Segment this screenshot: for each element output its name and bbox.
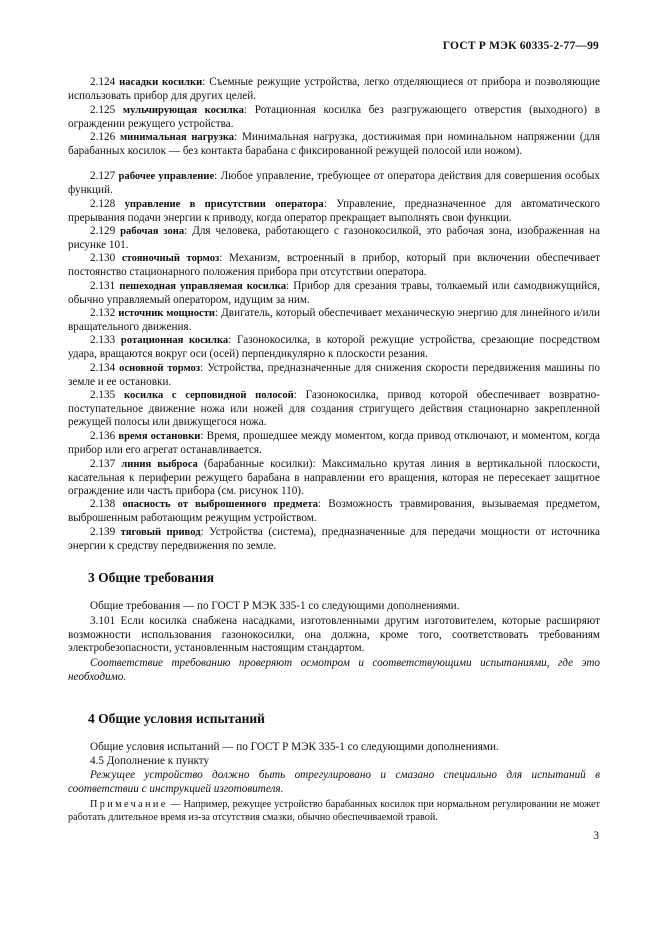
definition-term: линия выброса bbox=[121, 459, 198, 470]
definition-number: 2.128 bbox=[90, 198, 116, 210]
definition-2-127 bbox=[68, 170, 600, 197]
definition-2-136 bbox=[68, 430, 600, 457]
definition-text: : Для человека, работающего с газонокосилкой, это рабочая зона, изображенная на рисунке 101. bbox=[68, 225, 600, 251]
definition-2-128 bbox=[68, 198, 600, 225]
definition-term: основной тормоз bbox=[119, 363, 201, 374]
document-header: ГОСТ Р МЭК 60335-2-77—99 bbox=[442, 40, 599, 52]
definition-number: 2.138 bbox=[90, 498, 116, 510]
definition-2-137 bbox=[68, 458, 600, 499]
definition-number: 2.124 bbox=[90, 76, 116, 88]
section-3-compliance: Соответствие требованию проверяют осмотром и соответствующими испытаниями, где это необходимо. bbox=[68, 657, 600, 683]
definition-term: тяговый привод bbox=[120, 527, 201, 538]
definition-term: ротационная косилка bbox=[120, 335, 229, 346]
definition-number: 2.134 bbox=[90, 362, 116, 374]
definition-term: рабочее управление bbox=[118, 171, 215, 182]
definition-text: : Съемные режущие устройства, легко отделяющиеся от прибора и позволяющие использовать прибор для других целей. bbox=[68, 76, 601, 102]
definition-term: минимальная нагрузка bbox=[119, 132, 235, 143]
definition-2-131 bbox=[68, 280, 600, 307]
definition-term: управление в присутствии оператора bbox=[124, 199, 324, 210]
section-4-requirement: Режущее устройство должно быть отрегулировано и смазано специально для испытаний в соответствии с инструкцией изготовителя. bbox=[68, 769, 600, 795]
section-4-heading: 4 Общие условия испытаний bbox=[88, 711, 265, 726]
definition-term: насадки косилки bbox=[119, 77, 203, 88]
definition-text: : Газонокосилка, в которой режущие устройства, срезающие посредством удара, вращаются вокруг оси (осей) перпендикулярно к плоскости резания. bbox=[68, 334, 600, 360]
definition-2-132 bbox=[68, 307, 600, 334]
definition-text: : Устройства (система), предназначенные для передачи мощности от источника энергии к средству передвижения по земле. bbox=[68, 526, 600, 552]
definition-number: 2.139 bbox=[90, 526, 116, 538]
section-3-intro: Общие требования — по ГОСТ Р МЭК 335-1 со следующими дополнениями. bbox=[90, 600, 460, 612]
definition-2-135 bbox=[68, 389, 600, 430]
page-number: 3 bbox=[593, 830, 599, 842]
definition-2-125 bbox=[68, 104, 600, 131]
definition-number: 2.135 bbox=[90, 389, 116, 401]
definition-2-129 bbox=[68, 225, 600, 252]
definition-2-138 bbox=[68, 498, 600, 525]
section-4-intro: Общие условия испытаний — по ГОСТ Р МЭК 335-1 со следующими дополнениями. bbox=[90, 741, 499, 753]
definition-2-134 bbox=[68, 362, 600, 389]
definition-text: : Минимальная нагрузка, достижимая при номинальном напряжении (для барабанных косилок — без контакта барабана с фиксированной режущей полосой или ножом). bbox=[68, 131, 600, 157]
definition-2-130 bbox=[68, 252, 600, 279]
definition-number: 2.133 bbox=[90, 334, 116, 346]
definition-number: 2.129 bbox=[90, 225, 116, 237]
definition-2-124 bbox=[68, 76, 600, 103]
section-4-note bbox=[68, 799, 600, 825]
definition-text: : Ротационная косилка без разгружающего отверстия (выходного) в ограждении режущего устройства. bbox=[68, 104, 600, 130]
definition-term: мульчирующая косилка bbox=[122, 105, 244, 116]
definition-text: : Двигатель, который обеспечивает механическую энергию для линейного и/или вращательного движения. bbox=[68, 307, 600, 333]
definition-term: опасность от выброшенного предмета bbox=[122, 499, 318, 510]
definition-text: (барабанные косилки): Максимально крутая линия в вертикальной плоскости, касательная к периферии режущего барабана в направлении его вращения, которая не пересекает защитное ограждение или часть прибора (см. рисунок 110). bbox=[68, 458, 601, 498]
definition-2-133 bbox=[68, 334, 600, 361]
definition-number: 2.125 bbox=[90, 104, 116, 116]
definition-number: 2.131 bbox=[90, 280, 116, 292]
definition-text: : Механизм, встроенный в прибор, который при включении обеспечивает постоянство стационарного положения прибора при отсутствии оператора. bbox=[68, 252, 601, 278]
definition-text: : Время, прошедшее между моментом, когда привод отключают, и моментом, когда прибор или его агрегат останавливается. bbox=[68, 430, 600, 456]
section-3-heading: 3 Общие требования bbox=[88, 570, 215, 585]
definition-number: 2.132 bbox=[90, 307, 116, 319]
definition-2-126 bbox=[68, 131, 600, 158]
definition-text: : Управление, предназначенное для автоматического прерывания подачи энергии к приводу, когда оператор прекращает выполнять свои функции. bbox=[68, 198, 600, 224]
definition-term: стояночный тормоз bbox=[121, 253, 220, 264]
definition-text: : Прибор для срезания травы, толкаемый или самодвижущийся, обычно управляемый оператором, идущим за ним. bbox=[68, 280, 600, 306]
definition-text: : Газонокосилка, привод которой обеспечивает возвратно-поступательное движение ножа или ножей для создания стригущего действия стационарно закрепленной режущей полосы или движущегося ножа. bbox=[68, 389, 600, 429]
definition-text: : Любое управление, требующее от оператора действия для совершения особых функций. bbox=[68, 170, 601, 196]
definition-term: пешеходная управляемая косилка bbox=[119, 281, 287, 292]
definition-number: 2.127 bbox=[90, 170, 116, 182]
note-text: — Например, режущее устройство барабанных косилок при нормальном регулировании не может работать длительное время из-за отсутствия смазки, обычно обеспечиваемой травой. bbox=[68, 799, 600, 823]
definition-term: источник мощности bbox=[118, 308, 216, 319]
section-3-clause-3-101: 3.101 Если косилка снабжена насадками, изготовленными другим изготовителем, которые расширяют возможности использования газонокосилки, она должна, кроме того, соответствовать требованиям электробезопасности, установленным настоящим стандартом. bbox=[68, 615, 600, 655]
definition-term: рабочая зона bbox=[120, 226, 185, 237]
definition-number: 2.136 bbox=[90, 430, 116, 442]
definition-number: 2.137 bbox=[90, 458, 116, 470]
definition-number: 2.126 bbox=[90, 131, 116, 143]
definition-text: : Устройства, предназначенные для снижения скорости передвижения машины по земле и ее остановки. bbox=[68, 362, 601, 388]
definition-term: косилка с серповидной полосой bbox=[123, 390, 294, 401]
note-label: Примечание bbox=[90, 799, 168, 810]
section-4-clause-4-5: 4.5 Дополнение к пункту bbox=[90, 755, 210, 767]
definition-term: время остановки bbox=[118, 431, 201, 442]
definition-text: : Возможность травмирования, вызываемая предметом, выброшенным работающим режущим устройством. bbox=[68, 498, 600, 524]
definition-2-139 bbox=[68, 526, 600, 553]
definition-number: 2.130 bbox=[90, 252, 116, 264]
